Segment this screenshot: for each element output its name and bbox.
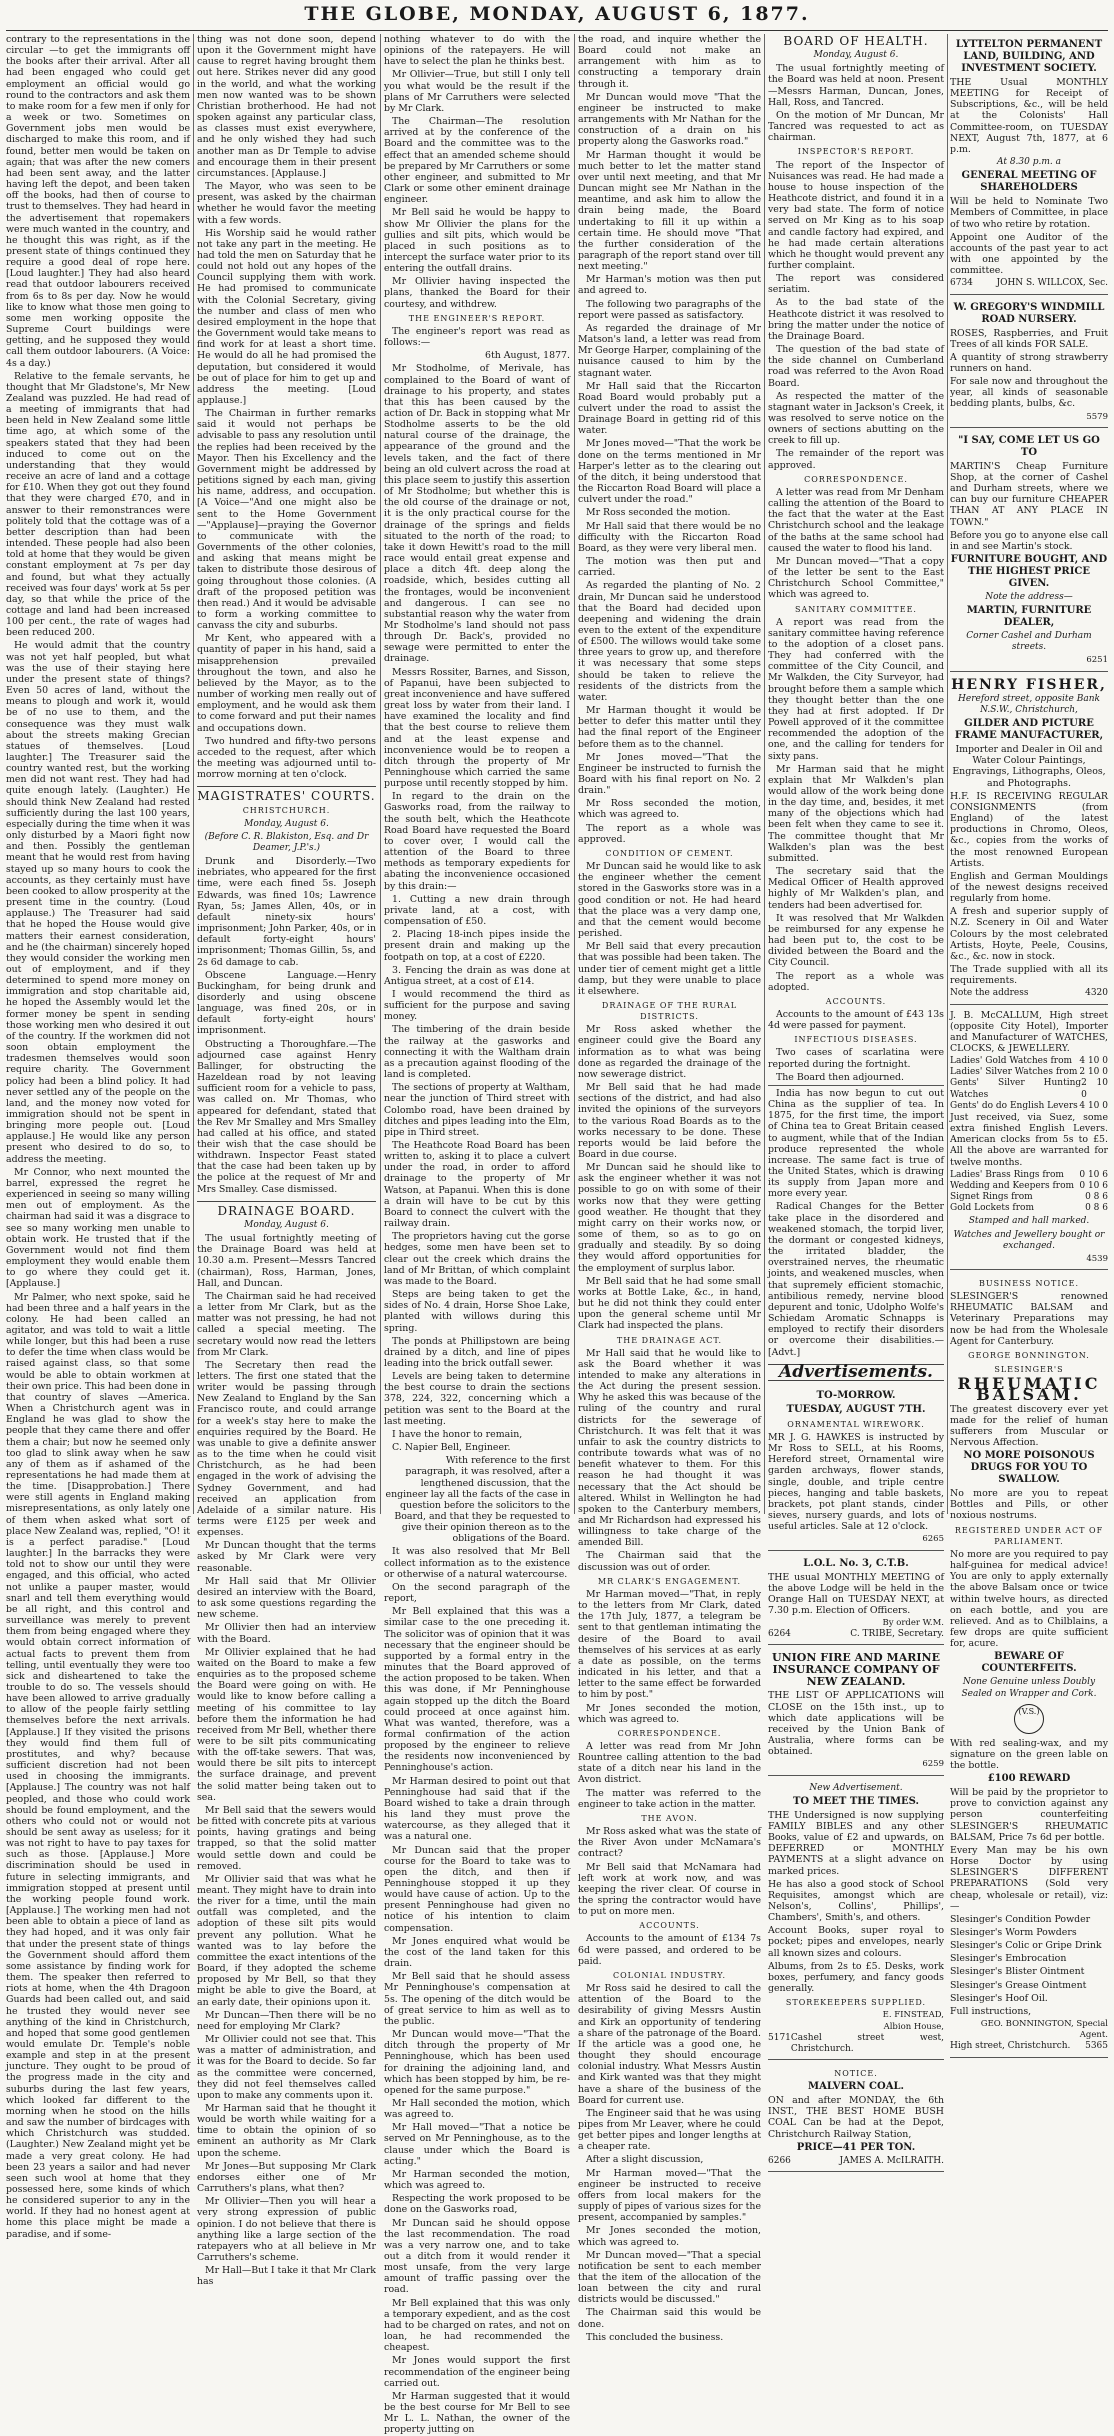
ad-malvern-coal: [768, 2062, 944, 2172]
article-paragraph: The Engineer said that he was using pipes from Mr Leaver, where he could get better pipes and longer lengths at a cheaper rate.: [578, 2107, 761, 2153]
ad-gregory-nursery: [950, 297, 1108, 428]
article-paragraph: Mr Bell said that every precaution that was possible had been taken. The under tier of cement might get a little damp, but they were unable to place it elsewhere.: [578, 941, 761, 997]
article-paragraph: The usual fortnightly meeting of the Board was held at noon. Present—Messrs Harman, Duncan, Jones, Hall, Ross, and Tancred.: [768, 63, 944, 108]
ad-address: Albion House,: [883, 2021, 944, 2032]
article-paragraph: The Chairman said this would be done.: [578, 2307, 761, 2330]
article-paragraph: The Heathcote Road Board has been written to, asking it to place a culvert under the road, in order to afford drainage to the property of Mr Watson, at Papanui. When this is done a drain will have to be cut by this Board to connect the culvert with the railway drain.: [384, 1140, 570, 1230]
ad-body: Account Books, super royal to pocket; pipes and envelopes, nearly all known sizes and colours.: [768, 1925, 944, 1959]
article-paragraph: Mr Hall said that there would be no difficulty with the Riccarton Road Board, as they were very liberal men.: [578, 520, 761, 554]
ad-body: Appoint one Auditor of the accounts of the past year to act with one appointed by the committee.: [950, 231, 1108, 277]
article-paragraph: The remainder of the report was approved.: [768, 448, 944, 471]
subheading-infectious: INFECTIOUS DISEASES.: [794, 1035, 918, 1045]
subheading-accounts: ACCOUNTS.: [639, 1921, 700, 1931]
article-paragraph: The matter was referred to the engineer to take action in the matter.: [578, 1787, 761, 1810]
article-paragraph: It was also resolved that Mr Bell collect information as to the existence or otherwise of a natural watercourse.: [384, 1546, 570, 1580]
column-2: [197, 34, 376, 2288]
article-paragraph: India has now begun to cut out China as the supplier of tea. In 1875, for the first time, the import of China tea to Great Britain ceased to augment, while that of the Indian produce represented the whole increase. The same fact is true of the United States, which is drawing its supply from Japan more and more every year.: [768, 1085, 944, 1200]
article-paragraph: Obstructing a Thoroughfare.—The adjourned case against Henry Ballinger, for obstructing the Hazeldean road by not leaving sufficient room for a vehicle to pass, was called on. Mr Thomas, who appeared for defendant, stated that the Rev Mr Smalley and Mrs Smalley had called at his office, and stated their wish that the case should be withdrawn. Inspector Feast stated that the case had been taken up by the police at the request of Mr and Mrs Smalley. Case dismissed.: [197, 1038, 376, 1195]
ad-slesinger-balsam: [950, 1272, 1108, 2058]
article-paragraph: The Chairman in further remarks said it would not perhaps be advisable to pass any resolution until the replies had been received by the Mayor. Then his Excellency and the Government might be addressed by petitions signed by each man, giving his name, address, and occupation. [A Voice—"And one might also be sent to the Home Government—"Applause]—praying the Governor to communicate with the Governments of the other colonies, and asking that means might be taken to distribute those desirous of going throughout those colonies. (A draft of the proposed petition was then read.) And it would be advisable to form a working committee to canvass the city and suburbs.: [197, 408, 376, 632]
article-paragraph: Mr Duncan moved—"That a special notification be sent to each member that the item of the allocation of the loan between the city and rural districts would be discussed.": [578, 2249, 761, 2306]
article-paragraph: Mr Stodholme, of Merivale, has complained to the Board of want of drainage to his property, and states that this has been caused by the action of Dr. Back in stopping what Mr Stodholme asserts to be the old natural course of the drainage, the appearance of the ground and the levels taken, and the fact of there being an old culvert across the road at this place seem to justify this assertion of Mr Stodholme; but whether this is the old course of the drainage or not, it is the only practical course for the drainage of the springs and fields situated to the north of the road; to take it down Hewitt's road to the mill race would entail great expense and place a ditch 4ft. deep along the roadside, which, besides cutting all the frontages, would be inconvenient and dangerous. I can see no substantial reason why the water from Mr Stodholme's land should not pass through Dr. Back's, provided no sewage were permitted to enter the drainage.: [384, 363, 570, 665]
article-paragraph: A report was read from the sanitary committee having reference to the adoption of a closet pans. They had conferred with the committee of the City Council, and Mr Walkden, the City Surveyor, had brought before them a sample which they thought better than the one they had at first adopted. If Dr Powell approved of it the committee recommended the adoption of the one, and the calling for tenders for sixty pans.: [768, 616, 944, 762]
article-paragraph: Mr Harman desired to point out that Penninghouse had said that if the Board wished to take a drain through his land they must prove the watercourse, as they alleged that it was a natural one.: [384, 1775, 570, 1843]
article-paragraph: A letter was read from Mr John Rountree calling attention to the bad state of a ditch near his land in the Avon district.: [578, 1740, 761, 1786]
ad-body: He has also a good stock of School Requisites, amongst which are Nelson's, Collins', Phillips', Chambers', Smith's, and others.: [768, 1878, 944, 1924]
ad-note: Note the address—: [985, 592, 1073, 602]
price-row: Gents' Silver Hunting Watches 2 10 0: [950, 1078, 1108, 1100]
article-paragraph: The Chairman said he had received a letter from Mr Clark, but as the matter was not pressing, he had not called a special meeting. The secretary would now read the letters from Mr Clark.: [197, 1290, 376, 1358]
article-paragraph: Mr Jones enquired what would be the cost of the land taken for this drain.: [384, 1935, 570, 1970]
article-paragraph: Mr Duncan said he should oppose the last recommendation. The road was a very narrow one, and to take out a ditch from it would render it most unsafe, from the very large amount of traffic passing over the road.: [384, 2217, 570, 2296]
ad-signature: C. TRIBE, Secretary.: [850, 1629, 944, 1640]
ad-signature: GEO. BONNINGTON, Special Agent.: [980, 2019, 1108, 2041]
article-paragraph: Mr Hall seconded the motion, which was agreed to.: [384, 2097, 570, 2121]
article-paragraph: Mr Jones seconded the motion, which was agreed to.: [578, 2225, 761, 2248]
ad-body: A fresh and superior supply of N.Z. Scenery in Oil and Water Colours by the most celebrated Artists, Hoyte, Peele, Cousins, &c., &c. now in stock.: [950, 906, 1108, 962]
article-paragraph: Mr Hall said that Mr Ollivier desired an interview with the Board, to ask some questions regarding the new scheme.: [197, 1575, 376, 1621]
subheading-rural: DRAINAGE OF THE RURAL DISTRICTS.: [601, 1000, 738, 1022]
article-paragraph: Mr Bell explained that this was a similar case to the one preceding it. The solicitor was of opinion that it was necessary that the engineer should be supported by a formal entry in the minutes that the Board approved of the action proposed to be taken. When this was done, if Mr Penninghouse again stopped up the ditch the Board could proceed at once against him. What was wanted, therefore, was a formal confirmation of the action proposed by the engineer to relieve the residents now inconvenienced by Penninghouse's action.: [384, 1606, 570, 1774]
article-paragraph: The timbering of the drain beside the railway at the gasworks and connecting it with the Waltham drain as a precaution against flooding of the land is completed.: [384, 1024, 570, 1081]
ad-wirework: [768, 1385, 944, 1551]
article-paragraph: The Chairman said that the discussion was out of order.: [578, 1550, 761, 1573]
article-paragraph: The motion was then put and carried.: [578, 556, 761, 579]
ad-title: RHEUMATIC BALSAM.: [957, 1374, 1101, 1405]
article-paragraph: Mr Duncan—Then there will be no need for employing Mr Clark?: [197, 2009, 376, 2032]
ad-number: 6265: [922, 1534, 944, 1545]
price-row: Ladies' Silver Watches from 2 10 0: [950, 1067, 1108, 1078]
ad-signature: E. FINSTEAD,: [882, 2010, 944, 2021]
ad-body: English and German Mouldings of the newest designs received regularly from home.: [950, 870, 1108, 905]
article-paragraph: Mr Jones would support the first recommendation of the engineer being carried out.: [384, 2355, 570, 2389]
ad-martin-furniture: [950, 430, 1108, 672]
ad-body: H.F. IS RECEIVING REGULAR CONSIGNMENTS (from England) of the latest productions in Chromo, Oleos, &c., copies from the works of the most renowned European Artists.: [950, 790, 1108, 869]
article-paragraph: Mr Ollivier could not see that. This was a matter of administration, and it was for the Board to decide. So far as the committee were concerned, they did not feel themselves called upon to make any comments upon it.: [197, 2034, 376, 2101]
article-paragraph: The secretary said that the Medical Officer of Health approved highly of Mr Walkden's plan, and tenders had been advertised for.: [768, 866, 944, 911]
ad-date: TO-MORROW.: [816, 1389, 896, 1401]
article-paragraph: Mr Ross asked whether the engineer could give the Board any information as to what was being done as regarded the drainage of the now sewerage district.: [578, 1024, 761, 1080]
masthead: THE GLOBE, MONDAY, AUGUST 6, 1877.: [304, 3, 810, 25]
ad-note: Stamped and hall marked.: [968, 1216, 1090, 1227]
article-paragraph: Mr Kent, who appeared with a quantity of paper in his hand, said a misapprehension prevailed throughout the town, and also he believed by the Mayor, as to the number of working men really out of employment, and he would ask them to come forward and put their names and occupations down.: [197, 633, 376, 734]
article-paragraph: This concluded the business.: [586, 2331, 724, 2343]
article-paragraph: Mr Ross seconded the motion, which was agreed to.: [578, 798, 761, 821]
ad-subtitle: STOREKEEPERS SUPPLIED.: [785, 1998, 927, 2008]
article-paragraph: 2. Placing 18-inch pipes inside the present drain and making up the footpath on top, at a cost of £220.: [384, 929, 570, 963]
article-paragraph: Radical Changes for the Better take place in the disordered and weakened stomach, the torpid liver, the dormant or congested kidneys, the irritated bladder, the overstrained nerves, the rheumatic joints, and weakened muscles, when that supremely efficient stomachic, antibilious remedy, nervine blood depurent and tonic, Udolpho Wolfe's Schiedam Aromatic Schnapps is employed to rectify their disorders or overcome their disabilities.—[Advt.]: [768, 1201, 944, 1358]
article-paragraph: Mr Connor, who next mounted the barrel, expressed the regret he experienced in seeing so many willing men out of employment. As the chairman had said it was a disgrace to see so many working men unable to obtain work. He trusted that if the Government would not find them employment they would enable them to go where they could get it. [Applause.]: [6, 1166, 190, 1290]
ad-henry-fisher: [950, 674, 1108, 1005]
prep-item: Slesinger's Worm Powders: [950, 1927, 1077, 1938]
article-paragraph: The proprietors having cut the gorse hedges, some men have been set to clear out the creek which drains the land of Mr Brittan, of which complaint was made to the Board.: [384, 1231, 570, 1287]
article-paragraph: The following two paragraphs of the report were passed as satisfactory.: [578, 298, 761, 321]
ad-body: Every Man may be his own Horse Doctor by using SLESINGER'S DIFFERENT PREPARATIONS (Sold very cheap, wholesale or retail), viz:—: [950, 1844, 1108, 1912]
article-paragraph: Mr Jones moved—"That the work be done on the terms mentioned in Mr Harper's letter as to the clearing out of the ditch, it being understood that the Riccarton Road Board will place a culvert under the road.": [578, 438, 761, 506]
column-1: [6, 34, 190, 2240]
ad-body: ON and after MONDAY, the 6th INST., THE BEST HOME BUSH COAL Can be had at the Depot, Christchurch Railway Station,: [768, 2095, 944, 2140]
article-paragraph: Two cases of scarlatina were reported during the fortnight.: [768, 1047, 944, 1070]
column-3: [384, 34, 570, 2436]
ad-subtitle: FURNITURE BOUGHT, AND THE HIGHEST PRICE GIVEN.: [950, 554, 1108, 589]
article-paragraph: Mr Harman seconded the motion, which was agreed to.: [384, 2168, 570, 2192]
price-row: Wedding and Keepers from 0 10 6: [950, 1180, 1108, 1191]
masthead-rule: [6, 30, 1108, 31]
ad-union-insurance: [768, 1647, 944, 1775]
ad-address: High street, Christchurch.: [950, 2041, 1071, 2052]
ad-number: 4320: [1085, 988, 1108, 999]
ad-brand: SLESINGER'S: [994, 1365, 1064, 1375]
ad-meet-the-times: [768, 1778, 944, 2060]
section-date: Monday, August 6.: [244, 818, 329, 829]
ad-number: 6251: [1086, 655, 1108, 666]
ad-body: SLESINGER'S renowned RHEUMATIC BALSAM and Veterinary Preparations may now be had from the Wholesale Agent for Canterbury.: [950, 1291, 1108, 1347]
article-paragraph: As regarded the drainage of Mr Matson's land, a letter was read from Mr George Harper, complaining of the nuisance caused to him by the stagnant water.: [578, 322, 761, 379]
article-paragraph: The ponds at Phillipstown are being drained by a ditch, and line of pipes leading into the brick outfall sewer.: [384, 1335, 570, 1369]
section-heading-drainage: DRAINAGE BOARD.: [197, 1201, 376, 1217]
article-paragraph: Accounts to the amount of £134 7s 6d were passed, and ordered to be paid.: [578, 1933, 761, 1967]
section-date: Monday, August 6.: [244, 1219, 329, 1230]
article-paragraph: Mr Duncan said he should like to ask the engineer whether it was not possible to go on with some of their works now that they were getting good weather. He thought that they might carry on their works now, or some of them, so as to go on gradually and steadily. By so doing they would afford opportunities for the employment of surplus labor.: [578, 1162, 761, 1274]
ad-note: None Genuine unless Doubly Sealed on Wrapper and Cork.: [961, 1677, 1097, 1699]
article-paragraph: Accounts to the amount of £43 13s 4d were passed for payment.: [768, 1008, 944, 1032]
article-paragraph: The Secretary then read the letters. The first one stated that the writer would be passing through New Zealand to England by the San Francisco route, and could arrange for a week's stay here to make the enquiries required by the Board. He was unable to give a definite answer as to the time when he could visit Christchurch, as he had been engaged in the work of advising the Sydney Government, and had received an application from Adelaide of a similar nature. His terms were £125 per week and expenses.: [197, 1359, 376, 1539]
prep-item: Slesinger's Grease Ointment: [950, 1979, 1087, 1991]
article-paragraph: The report was considered seriatim.: [768, 273, 944, 296]
report-date: 6th August, 1877.: [485, 350, 570, 362]
column-divider: [947, 34, 948, 1514]
ad-price: PRICE—41 PER TON.: [796, 2141, 916, 2153]
article-paragraph: He would admit that the country was not yet half peopled, but what was the use of their staying here under the present state of things? Even 50 acres of land, without the means to plough and work it, would be of no use to them, and the consequence was they must walk about the streets making Grecian statues of themselves. [Loud laughter.] The Treasurer said the country wanted rest, but the working men did not want rest. They had had quite enough lately. (Laughter.) He should think New Zealand had rested sufficiently during the last 100 years, especially during the time when it was only disturbed by a Maori fight now and then. Possibly the gentleman meant that he would rest from having stayed up so many hours to cook the accounts, as they certainly must have been cooked to allow prosperity at the present time in the country. (Loud applause.) The Treasurer had said that he hoped the House would give matters their earnest consideration, and he (the chairman) sincerely hoped they would consider the working men out of employment, and if they determined to spend more money on immigration and stop charitable aid, he hoped the Assembly would let the former money be spent in sending those working men who desired it out of the country. If the workmen did not soon obtain employment the tradesmen themselves would soon require charity. The Government policy had been a blind policy. It had never settled any of the people on the land, and the money now voted for immigration should not be spent in bringing more people out. [Loud applause.] He would like any person present who desired to do so, to address the meeting.: [6, 640, 190, 1165]
ad-signature: JAMES A. McILRAITH.: [839, 2155, 944, 2166]
ad-kicker: New Advertisement.: [809, 1782, 903, 1793]
subheading-engineers-report: THE ENGINEER'S REPORT.: [408, 313, 546, 323]
subheading-cement: CONDITION OF CEMENT.: [605, 848, 734, 858]
article-paragraph: Mr Harman said that he thought it would be worth while waiting for a time to obtain the opinion of so eminent an authority as Mr Clark upon the scheme.: [197, 2102, 376, 2159]
ad-body: With red sealing-wax, and my signature on the green lable on the bottle.: [950, 1737, 1108, 1771]
ad-body: MR J. G. HAWKES is instructed by Mr Ross to SELL, at his Rooms, Hereford street, Ornamental wire garden archways, flower stands, single, double, and triple centre pieces, hanging and table baskets, brackets, pot plant stands, cinder sieves, nursery guards, and lots of useful articles. Sale at 12 o'clock.: [768, 1431, 944, 1533]
article-paragraph: Mr Duncan thought that the terms asked by Mr Clark were very reasonable.: [197, 1540, 376, 1574]
ad-title: TO MEET THE TIMES.: [792, 1795, 920, 1807]
article-paragraph: Mr Jones seconded the motion, which was agreed to.: [578, 1702, 761, 1725]
ad-time: At 8.30 p.m. a: [997, 157, 1061, 168]
ad-title: L.O.L. No. 3, C.T.B.: [803, 1557, 909, 1569]
article-paragraph: Mr Hall said that he would like to ask the Board whether it was intended to make any alterations in the Act during the present session. Why he asked this was because of the ruling of the country and rural districts for the sewerage of Christchurch. It was felt that it was unfair to ask the country districts to contribute towards what was of no benefit whatever to them. For this reason he had thought it was necessary that the Act should be altered. Whilst in Wellington he had spoken to the Canterbury members, and Mr Richardson had expressed his willingness to take charge of the amended Bill.: [578, 1347, 761, 1549]
section-place: CHRISTCHURCH.: [242, 806, 331, 816]
section-heading-health: BOARD OF HEALTH.: [783, 34, 929, 48]
ad-title: W. GREGORY'S WINDMILL ROAD NURSERY.: [953, 301, 1105, 325]
ad-body: For sale now and throughout the year, all kinds of seasonable bedding plants, bulbs, &c.: [950, 376, 1108, 410]
article-paragraph: Mr Harman's motion was then put and agreed to.: [578, 274, 761, 297]
column-divider: [574, 34, 575, 1514]
article-paragraph: Mr Bell said that he had made sections of the district, and had also invited the opinions of the surveyors to the various Road Boards as to the works necessary to be done. These reports would be laid before the Board in due course.: [578, 1082, 761, 1160]
article-paragraph: thing was not done soon, depend upon it the Government might have cause to regret having brought them out here. Strikes never did any good in the world, and what the working men now wanted was to be shown Christian brotherhood. He had not spoken against any particular class, as classes must exist everywhere, and he only wished they had such another man as Dr Temple to advise and encourage them in their present circumstances. [Applause.]: [197, 34, 376, 179]
ad-body: THE LIST OF APPLICATIONS will CLOSE on the 15th inst., up to which date applications will be received by the Union Bank of Australia, where forms can be obtained.: [768, 1690, 944, 1758]
article-paragraph: C. Napier Bell, Engineer.: [392, 1442, 511, 1454]
ad-lol: [768, 1553, 944, 1646]
ad-signature: JOHN S. WILLCOX, Sec.: [996, 278, 1108, 289]
article-paragraph: 1. Cutting a new drain through private land, at a cost, with compensation of £50.: [384, 893, 570, 928]
column-divider: [764, 34, 765, 1514]
prep-item: Slesinger's Blister Ointment: [950, 1966, 1085, 1978]
ad-body: No more are you to repeat Bottles and Pills, or other noxious nostrums.: [950, 1488, 1108, 1522]
article-paragraph: Mr Duncan would move—"That the ditch through the property of Mr Penninghouse, which has been used for draining the adjoining land, and which has been stopped by him, be re-opened for the same purpose.": [384, 2029, 570, 2096]
article-paragraph: The question of the bad state of the side channel on Cumberland road was referred to the Avon Road Board.: [768, 344, 944, 389]
ad-number: 6734: [950, 278, 973, 289]
column-4: [578, 34, 761, 2343]
ad-address: Hereford street, opposite Bank N.S.W., Christchurch,: [958, 693, 1100, 715]
article-paragraph: The Board then adjourned.: [776, 1071, 905, 1083]
article-paragraph: Messrs Rossiter, Barnes, and Sisson, of Papanui, have been subjected to great inconvenience and have suffered great loss by water from their land. I have examined the locality and find that the best course to relieve them and at the least expense and inconvenience would be to reopen a ditch through the property of Mr Penninghouse which carried the same purpose until recently stopped by him.: [384, 666, 570, 790]
ad-street: Cashel street west, Christchurch.: [790, 2032, 944, 2054]
prep-item: Slesinger's Colic or Gripe Drink: [950, 1940, 1102, 1952]
ad-number: 6264: [768, 1629, 791, 1640]
ad-body: Will be held to Nominate Two Members of Committee, in place of two who retire by rotation.: [950, 196, 1108, 230]
article-paragraph: As to the bad state of the Heathcote district it was resolved to bring the matter under the notice of the Drainage Board.: [768, 297, 944, 342]
article-paragraph: 3. Fencing the drain as was done at Antigua street, at a cost of £14.: [384, 964, 570, 987]
ad-order: By order W.M.: [882, 1618, 944, 1629]
article-paragraph: Mr Ross said he desired to call the attention of the Board to the desirability of giving Messrs Austin and Kirk an opportunity of tendering a share of the patronage of the Board. If the article was a good one, he thought they should encourage colonial industry. What Messrs Austin and Kirk wanted was that they might have a share of the business of the Board for current use.: [578, 1983, 761, 2106]
article-paragraph: nothing whatever to do with the opinions of the ratepayers. He will have to select the plan he thinks best.: [384, 34, 570, 68]
article-paragraph: On the second paragraph of the report,: [384, 1581, 570, 1605]
ad-body: MARTIN'S Cheap Furniture Shop, at the corner of Cashel and Durham streets, where we can buy our furniture CHEAPER THAN AT ANY PLACE IN TOWN.": [950, 460, 1108, 528]
advertisements-heading: Advertisements.: [768, 1364, 944, 1381]
article-paragraph: Mr Ollivier having inspected the plans, thanked the Board for their courtesy, and withdrew.: [384, 276, 570, 310]
article-paragraph: Mr Harman suggested that it would be the best course for Mr Bell to see Mr L. L. Nathan, the owner of the property jutting on: [384, 2390, 570, 2436]
article-paragraph: Mr Jones moved—"That the Engineer be instructed to furnish the Board with his final report on No. 2 drain.": [578, 751, 761, 797]
ad-mccallum-jewellery: [950, 1007, 1108, 1270]
column-divider: [193, 34, 194, 1514]
price-row: Gold Lockets from 0 8 6: [950, 1203, 1108, 1214]
ad-body: ROSES, Raspberries, and Fruit Trees of all kinds FOR SALE.: [950, 327, 1108, 350]
ad-kicker: NOTICE.: [834, 2069, 878, 2078]
article-paragraph: Mr Ollivier said that was what he meant. They might have to drain into the river for a time, until the main outfall was completed, and the adoption of these silt pits would prevent any pollution. What he wanted was to lay before the committee the exact intentions of the Board, if they adopted the scheme proposed by Mr Bell, so that they might be able to give the Board, at an early date, their opinions upon it.: [197, 1873, 376, 2008]
article-paragraph: The engineer's report was read as follows:—: [384, 325, 570, 349]
subheading-avon: THE AVON.: [641, 1813, 698, 1823]
article-paragraph: Mr Bell said that he should assess Mr Penninghouse's compensation at 5s. The opening of the ditch would be of great service to him as well as to the public.: [384, 1971, 570, 2027]
ad-body: THE Undersigned is now supplying FAMILY BIBLES and any other Books, value of £2 and upwards, on DEFERRED or MONTHLY PAYMENTS at a slight advance on marked prices.: [768, 1809, 944, 1877]
article-paragraph: Mr Ollivier explained that he had waited on the Board to make a few enquiries as to the proposed scheme the Board were going on with. He would like to know before calling a meeting of his committee to lay before them the information he had received from Mr Bell, whether there were to be silt pits communicating with the off-take sewers. That was, would there be silt pits to intercept the surface drainage, and prevent the solid matter being taken out to sea.: [197, 1646, 376, 1803]
article-paragraph: It was resolved that Mr Walkden be reimbursed for any expense he had been put to, the cost to be divided between the Board and the City Council.: [768, 912, 944, 969]
price-row: Signet Rings from 0 8 6: [950, 1192, 1108, 1203]
ad-body: A quantity of strong strawberry runners on hand.: [950, 351, 1108, 374]
article-paragraph: I would recommend the third as sufficient for the purpose and saving money.: [384, 988, 570, 1023]
article-paragraph: On the motion of Mr Duncan, Mr Tancred was requested to act as chairman.: [768, 109, 944, 144]
subheading-clark: MR CLARK'S ENGAGEMENT.: [597, 1576, 742, 1586]
prep-item: Slesinger's Condition Powder: [950, 1913, 1091, 1925]
ad-body: Albums, from 2s to £5. Desks, work boxes, perfumery, and fancy goods generally.: [768, 1960, 944, 1995]
ad-body: Just received, via Suez, some extra finished English Levers. American clocks from 5s to £5. All the above are warranted for twelve months.: [950, 1111, 1108, 1168]
ad-note: Watches and Jewellery bought or exchanged.: [953, 1229, 1105, 1251]
ad-number: 6259: [922, 1759, 944, 1770]
article-paragraph: In regard to the drain on the Gasworks road, from the railway to the south belt, which the Heathcote Road Board have requested the Board to cover over, I would call the attention of the Board to three methods as temporary expedients for abating the inconvenience occasioned by this drain:—: [384, 791, 570, 892]
ad-body: The greatest discovery ever yet made for the relief of human sufferers from Muscular or Nervous Affection.: [950, 1403, 1108, 1448]
ad-date: TUESDAY, AUGUST 7TH.: [786, 1403, 926, 1415]
ad-body: Full instructions,: [950, 2005, 1032, 2017]
article-paragraph: Mr Ollivier—True, but still I only tell you what would be the result if the plans of Mr Carruthers were selected by Mr Clark.: [384, 69, 570, 114]
article-paragraph: Mr Ollivier—Then you will hear a very strong expression of public opinion. I do not believe that there is anything like a large section of the ratepayers who at all believe in Mr Carruthers's scheme.: [197, 2196, 376, 2263]
article-paragraph: The Chairman—The resolution arrived at by the conference of the Board and the committee was to the effect that an amended scheme should be prepared by Mr Carruthers or some other engineer, and submitted to Mr Clark or some other eminent drainage engineer.: [384, 116, 570, 206]
ad-body: The Trade supplied with all its requirements.: [950, 964, 1108, 987]
subheading-sanitary: SANITARY COMMITTEE.: [795, 604, 917, 614]
article-paragraph: Mr Ross seconded the motion.: [586, 507, 731, 519]
article-paragraph: The usual fortnightly meeting of the Drainage Board was held at 10.30 a.m. Present—Messrs Tancred (chairman), Ross, Harman, Jones, Hall, and Duncan.: [197, 1233, 376, 1289]
article-paragraph: Mr Harman said that he might explain that Mr Walkden's plan would allow of the work being done in the day time, and, besides, it met many of the objections which had been felt when they came to see it. The committee thought that Mr Walkden's plan was the best submitted.: [768, 763, 944, 864]
article-paragraph: Mr Ross asked what was the state of the River Avon under McNamara's contract?: [578, 1826, 761, 1860]
ad-body: No more are you required to pay half-guinea for medical advice! You are only to apply externally the above Balsam once or twice within twelve hours, as directed on each bottle, and you are relieved. And as to Chilblains, a few drops are quite sufficient for, acure.: [950, 1548, 1108, 1650]
article-paragraph: As regarded the planting of No. 2 drain, Mr Duncan said he understood that the Board had decided upon deepening and widening the drain even to the extent of the expenditure of £500. The willows would take some three years to grow up, and therefore it was necessary that some steps should be taken to relieve the residents of the districts from the water.: [578, 580, 761, 703]
ad-reward: £100 REWARD: [987, 1773, 1071, 1785]
prep-item: Slesinger's Hoof Oil.: [950, 1992, 1048, 2004]
article-paragraph: The Mayor, who was seen to be present, was asked by the chairman whether he would favor the meeting with a few words.: [197, 181, 376, 226]
ad-body: Will be paid by the proprietor to prove to conviction against any person counterfeiting SLESINGER'S RHEUMATIC BALSAM, Price 7s 6d per bottle.: [950, 1787, 1108, 1843]
ad-subtitle: GILDER AND PICTURE FRAME MANUFACTURER,: [954, 718, 1104, 742]
ad-body: THE usual MONTHLY MEETING of the above Lodge will be held in the Orange Hall on TUESDAY NEXT, at 7.30 p.m. Election of Officers.: [768, 1571, 944, 1616]
prep-item: Slesinger's Embrocation: [950, 1953, 1067, 1965]
ad-title: ORNAMENTAL WIREWORK.: [787, 1419, 925, 1429]
ad-title: LYTTELTON PERMANENT LAND, BUILDING, AND INVESTMENT SOCIETY.: [955, 39, 1103, 74]
price-row: Gents' do do English Levers 4 10 0: [950, 1100, 1108, 1111]
subheading-drainage-act: THE DRAINAGE ACT.: [616, 1335, 723, 1345]
article-paragraph: Mr Duncan moved—"That a copy of the letter be sent to the East Christchurch School Committee," which was agreed to.: [768, 555, 944, 601]
section-date: Monday, August 6.: [813, 50, 899, 61]
ad-agent: GEORGE BONNINGTON.: [968, 1350, 1090, 1360]
article-paragraph: A letter was read from Mr Denham calling the attention of the Board to the fact that the water at the East Christchurch school and the leakage of the baths at the same school had caused the water to flood his land.: [768, 486, 944, 554]
column-6: [950, 34, 1108, 2052]
subheading-colonial-industry: COLONIAL INDUSTRY.: [612, 1970, 727, 1980]
article-paragraph: Mr Harman thought it would be better to defer this matter until they had the final report of the Engineer before them as to the channel.: [578, 705, 761, 750]
ad-subtitle: NO MORE POISONOUS DRUGS FOR YOU TO SWALLOW.: [963, 1450, 1095, 1486]
subheading-inspector: INSPECTOR'S REPORT.: [797, 147, 915, 157]
article-paragraph: the road, and inquire whether the Board could not make an arrangement with him as to constructing a temporary drain through it.: [578, 34, 761, 90]
ad-body: THE Usual MONTHLY MEETING for Receipt of Subscriptions, &c., will be held at the Colonists' Hall Committee-room, on TUESDAY NEXT, August 7th, 1877, at 6 p.m.: [950, 77, 1108, 155]
article-paragraph: Mr Duncan said he would like to ask the engineer whether the cement stored in the Gasworks store was in a good condition or not. He had heard that the place was a very damp one, and that the cement would become perished.: [578, 861, 761, 940]
article-paragraph: Respecting the work proposed to be done on the Gasworks road,: [384, 2193, 570, 2216]
article-paragraph: His Worship said he would rather not take any part in the meeting. He had told the men on Saturday that he could not hold out any hopes of the Council supplying them with work. He had promised to communicate with the Colonial Secretary, giving the number and class of men who desired employment in the hope that the Government would take means to find work for at least a short time. He would do all he had promised the deputation, but considered it would be out of place for him to get up and address the meeting. [Loud applause.]: [197, 227, 376, 406]
column-5: [768, 34, 944, 2166]
ad-lyttelton-society: [950, 34, 1108, 295]
article-paragraph: Mr Harman moved—"That, in reply to the letters from Mr Clark, dated the 17th July, 1877, a telegram be sent to that gentleman intimating the desire of the Board to avail themselves of his services at as early a date as possible, on the terms indicated in his letter, and that a letter to the same effect be forwarded to him by post.": [578, 1588, 761, 1701]
article-paragraph: Levels are being taken to determine the best course to drain the sections 378, 224, 322, concerning which a petition was sent to the Board at the last meeting.: [384, 1371, 570, 1427]
subheading-accounts: ACCOUNTS.: [825, 996, 887, 1006]
ad-number: 5579: [1086, 411, 1108, 422]
article-paragraph: Mr Ollivier then had an interview with the Board.: [197, 1622, 376, 1645]
article-paragraph: Mr Harman moved—"That the engineer be instructed to receive offers from local makers for the supply of pipes of various sizes for the present, accompanied by samples.": [578, 2167, 761, 2224]
article-paragraph: Mr Bell said that he had some small works at Bottle Lake, &c., in hand, but he did not think they could enter upon the general scheme until Mr Clark had inspected the plans.: [578, 1275, 761, 1332]
article-paragraph: Mr Jones—But supposing Mr Clark endorses either one of Mr Carruthers's plans, what then?: [197, 2160, 376, 2195]
article-paragraph: Mr Bell said he would be happy to show Mr Ollivier the plans for the gullies and silt pits, which would be placed in such positions as to intercept the surface water prior to its entering the outfall drains.: [384, 207, 570, 275]
article-paragraph: The sections of property at Waltham, near the junction of Third street with Colombo road, have been drained by ditches and pipes leading into the Elm, pipe in Third street.: [384, 1082, 570, 1138]
article-paragraph: Mr Harman thought it would be much better to let the matter stand over until next meeting, and that Mr Duncan might see Mr Nathan in the meantime, and ask him to allow the drain being made, the Board undertaking to fill it up within a certain time. He should move "That the further consideration of the paragraph of the report stand over till next meeting.": [578, 149, 761, 273]
ad-address-name: MARTIN, FURNITURE DEALER,: [966, 605, 1092, 629]
article-paragraph: Mr Bell said that the sewers would be fitted with concrete pits at various points, having gratings and being trapped, so that the solid matter would settle down and could be removed.: [197, 1804, 376, 1872]
article-paragraph: Mr Duncan would move "That the engineer be instructed to make arrangements with Mr Nathan for the construction of a drain on his property along the Gasworks road.": [578, 91, 761, 148]
article-paragraph: contrary to the representations in the circular —to get the immigrants off the books after their arrival. After all had been engaged who could get employment an official would go round to the contractors and ask them to make room for a few men if only for a week or two. Sometimes on Government jobs men would be discharged to make this room, and if found, better men would be taken on again; that was after the new comers had been sent away, and the latter having left the depot, and been taken off the books, had then of course to trust to themselves. They had heard in the advertisement that ropemakers were much wanted in the country, and he thought this was right, as if the present state of things continued they require a good deal of rope here. [Loud laughter.] They had also heard read that outdoor labourers received from 6s to 8s per day. Now he would like to know what those men going to some men working opposite the Supreme Court buildings were getting, and he supposed they would call them outdoor labourers. (A Voice: 4s a day.): [6, 34, 190, 369]
article-paragraph: As respected the matter of the stagnant water in Jackson's Creek, it was resolved to serve notice on the owners of sections abutting on the creek to fill up.: [768, 390, 944, 447]
ad-number: 5365: [1085, 2041, 1108, 2052]
ad-number: 6266: [768, 2155, 791, 2166]
article-paragraph: Mr Bell said that McNamara had left work at work now, and was keeping the river clear. Of course in the spring the contractor would have to put on more men.: [578, 1861, 761, 1918]
ad-note: REGISTERED UNDER ACT OF PARLIAMENT.: [954, 1525, 1104, 1546]
article-paragraph: Obscene Language.—Henry Buckingham, for being drunk and disorderly and using obscene language, was fined 20s, or in default forty-eight hours' imprisonment.: [197, 969, 376, 1037]
article-paragraph: Mr Palmer, who next spoke, said he had been three and a half years in the colony. He had been called an agitator, and was told to wait a little while longer, but this had been a ruse to defer the time when class would be raised against class, so that some would be able to obtain workmen at their own price. This had been done in that country of slaves —America. When a Christchurch agent was in England he was glad to show the people that they came there and offer them a chair; but now he seemed only too glad to slink away when he saw any of them as if ashamed of the representations he had made them at the time. [Disapprobation.] There were still agents in England making misrepresentations, as only lately one of them when asked what sort of place New Zealand was, replied, "O! it is a perfect paradise." [Loud laughter.] In the barracks they were told not to show our until they were engaged, and this official, who acted not unlike a pauper master, would snarl and tell them everything would be all right, and this control and surveillance was merely to prevent them from being engaged where they would obtain correct information of actual facts to prevent them from telling, until eventually they were too sick and disheartened to take the trouble to do so. The vessels should have been allowed to arrive gradually to allow of the people fairly settling themselves before the next arrivals. [Applause.] If they visited the prisons they would find them full of prostitutes, and why? because sufficient discretion had not been used in choosing the immigrants. [Applause.] The country was not half peopled, and those who could work should be found employment, and the others who could not or would not should be sent away as useless; for it was not right to have to pay taxes for such as those. [Applause.] More discrimination should be used in future in selecting immigrants, and immigration stopped at present until the working people found work. [Applause.] The working men had not been able to obtain a piece of land as they had hoped, and it was only fair that under the present state of things the Government should afford them some assistance by finding work for them. The speaker then referred to riots at home, when the 4th Dragoon Guards had been called out, and said he trusted they would never see anything of the kind in Christchurch, and hoped that some good gentlemen would emulate Dr. Temple's noble example and step in at the present juncture. They ought to be proud of the progress made in the city and suburbs during the last few years, which looked far different to the morning when he stood on the hills and saw the number of birdcages with which Christchurch was studded. (Laughter.) New Zealand might yet be made a very great colony. He had been 23 years a sailor and had never seen such wool at home that they possessed here, some kinds of which he considered superior to any in the world. If they had no honest agent at home this place might be made a paradise, and if some-: [6, 1291, 190, 2240]
ad-address: Corner Cashel and Durham streets.: [966, 631, 1092, 653]
article-paragraph: Mr Duncan said that the proper course for the Board to take was to open the ditch, and then if Penninghouse stopped it up they would have cause of action. Up to the present Penninghouse had given no notice of his intention to claim compensation.: [384, 1844, 570, 1934]
ad-title: UNION FIRE AND MARINE INSURANCE COMPANY OF NEW ZEALAND.: [772, 1651, 940, 1689]
ad-note: Note the address: [950, 988, 1029, 999]
ad-number: 5171: [768, 2032, 791, 2043]
ad-kicker: BUSINESS NOTICE.: [978, 1278, 1080, 1288]
price-row: Ladies' Gold Watches from 4 10 0: [950, 1056, 1108, 1067]
article-paragraph: Mr Hall—But I take it that Mr Clark has: [197, 2265, 376, 2288]
ad-body: J. B. McCALLUM, High street (opposite City Hotel), Importer and Manufacturer of WATCHES, CLOCKS, & JEWELLERY.: [950, 1009, 1108, 1054]
seal-icon: (V.S.): [1014, 1704, 1044, 1734]
subheading-correspondence: CORRESPONDENCE.: [617, 1728, 722, 1738]
subheading-correspondence: CORRESPONDENCE.: [804, 474, 908, 484]
article-paragraph: After a slight discussion,: [586, 2154, 704, 2166]
article-paragraph: Relative to the female servants, he thought that Mr Gladstone's, Mr New Zealand was puzzled. He had read of a meeting of immigrants that had been held in New Zealand some little time ago, at which some of the speakers stated that they had been induced to come out on the understanding that they would receive an acre of land and a cottage for £10. When they got out they found that they were charged £70, and in answer to their remonstrances were politely told that the cottage was of a better description than had been intended. These people had also been told at home that they would be given constant employment at 7s per day and found, but what they actually received was four days' work at 5s per day, so that while the price of the cottage and land had been increased 100 per cent., the rate of wages had been reduced 200.: [6, 370, 190, 639]
article-paragraph: Steps are being taken to get the sides of No. 4 drain, Horse Shoe Lake, planted with willows during this spring.: [384, 1289, 570, 1334]
ad-subtitle: GENERAL MEETING OF SHAREHOLDERS: [961, 170, 1097, 194]
section-heading-magistrates: MAGISTRATES' COURTS.: [197, 786, 376, 802]
article-paragraph: The report as a whole was approved.: [578, 822, 761, 845]
ad-body: Before you go to anyone else call in and see Martin's stock.: [950, 529, 1108, 552]
section-bench: (Before C. R. Blakiston, Esq. and Dr Deamer, J.P.'s.): [204, 831, 369, 853]
ad-title: "I SAY, COME LET US GO TO: [958, 434, 1100, 458]
ad-warning: BEWARE OF COUNTERFEITS.: [981, 1651, 1077, 1675]
article-paragraph: I have the honor to remain,: [392, 1428, 523, 1440]
report-signature: With reference to the first paragraph, it was resolved, after a lengthened discussion, that the engineer lay all the facts of the case in question before the solicitors to the Board, and that they be requested to give their opinion thereon as to the obligations of the Board.: [385, 1455, 570, 1545]
article-paragraph: Mr Hall said that the Riccarton Road Board would probably put a culvert under the road to assist the Drainage Board in getting rid of this water.: [578, 380, 761, 437]
article-paragraph: Drunk and Disorderly.—Two inebriates, who appeared for the first time, were each fined 5s. Joseph Edwards, was fined 10s; Lawrence Ryan, 5s; James Allen, 40s, or in default ninety-six hours' imprisonment; John Parker, 40s, or in default forty-eight hours' imprisonment; Thomas Gillin, 5s, and 2s 6d damage to cab.: [197, 856, 376, 968]
ad-title: MALVERN COAL.: [808, 2081, 904, 2093]
article-paragraph: Mr Hall moved—"That a notice be served on Mr Penninghouse, as to the clause under which the Board is acting.": [384, 2122, 570, 2167]
article-paragraph: The report as a whole was adopted.: [768, 970, 944, 993]
ad-title: HENRY FISHER,: [951, 676, 1107, 693]
article-paragraph: Mr Bell explained that this was only a temporary expedient, and as the cost had to be charged on rates, and not on loan, he had recommended the cheapest.: [384, 2297, 570, 2354]
price-row: Ladies' Brass Rings from 0 10 6: [950, 1169, 1108, 1180]
article-paragraph: The report of the Inspector of Nuisances was read. He had made a house to house inspection of the Heathcote district, and found it in a very bad state. The form of notice served on Mr King as to his soap and candle factory had expired, and he had made certain alterations which he thought would prevent any further complaint.: [768, 159, 944, 271]
ad-body: Importer and Dealer in Oil and Water Colour Paintings, Engravings, Lithographs, Oleos, and Photographs.: [952, 744, 1106, 789]
column-divider: [380, 34, 381, 1514]
article-paragraph: Two hundred and fifty-two persons acceded to the request, after which the meeting was adjourned until to-morrow morning at ten o'clock.: [197, 735, 376, 781]
ad-number: 4539: [1086, 1253, 1108, 1264]
